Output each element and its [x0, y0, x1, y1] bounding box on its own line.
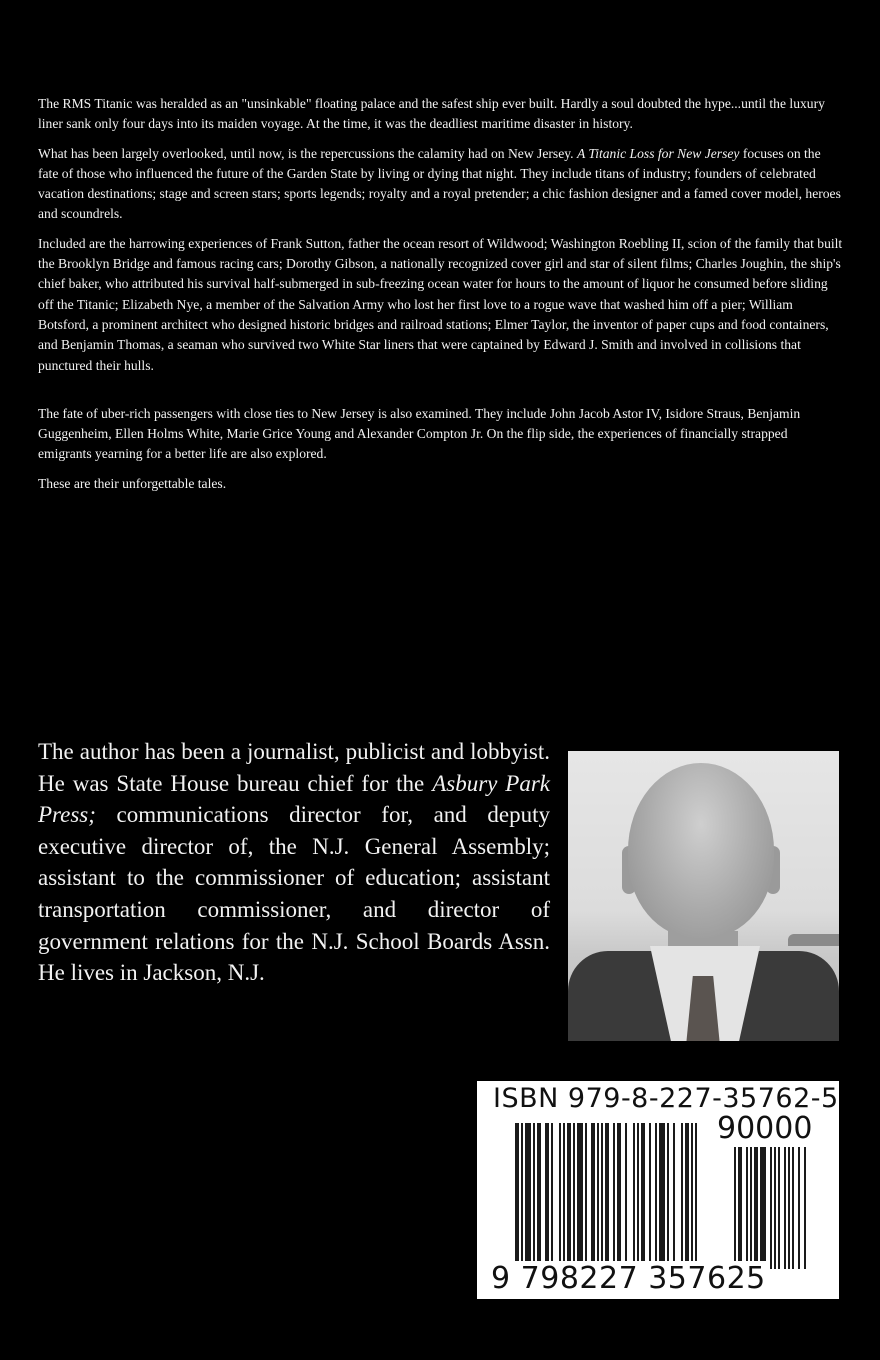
back-cover-blurb: [38, 94, 843, 503]
blurb-paragraph-3: Included are the harrowing experiences of Frank Sutton, father the ocean resort of Wildwood; Washington Roebling II, scion of the family that built the Brooklyn Bridge and famous racing cars; Dorothy Gibson, a nationally recognized cover girl and star of silent films; Charles Joughin, the ship's chief baker, who attributed his survival half-submerged in sub-freezing ocean water for hours to the amount of liquor he consumed before sliding off the Titanic; Elizabeth Nye, a member of the Salvation Army who lost her first love to a rogue wave that washed him off a pier; William Botsford, a prominent architect who designed historic bridges and railroad stations; Elmer Taylor, the inventor of paper cups and food containers, and Benjamin Thomas, a seaman who survived two White Star liners that were captained by Edward J. Smith and involved in collisions that punctured their hulls.: [38, 235, 843, 373]
author-bio: [38, 736, 550, 989]
addon-barcode-bars: [734, 1147, 830, 1269]
isbn-label: ISBN 979-8-227-35762-5: [493, 1083, 839, 1114]
price-code: 90000: [717, 1111, 813, 1146]
ean-left-group: 798227: [520, 1261, 639, 1296]
blurb-paragraph-1: The RMS Titanic was heralded as an "unsinkable" floating palace and the safest ship ever built. Hardly a soul doubted the hype...until the luxury liner sank only four days into its maiden voyage. At the time, it was the deadliest maritime disaster in history.: [38, 96, 825, 132]
blurb-paragraph-2: [38, 144, 843, 225]
isbn-barcode: [477, 1081, 839, 1299]
book-title-italic: A Titanic Loss for New Jersey: [576, 145, 740, 161]
ean-digits: [491, 1261, 766, 1296]
barcode-space: [806, 1147, 808, 1269]
author-bio-tail: communications director for, and deputy executive director of, the N.J. General Assembly; assistant to the commissioner of education; assistant transportation commissioner, and director of government relations for the N.J. School Boards Assn. He lives in Jackson, N.J.: [38, 802, 550, 986]
photo-shoreline: [788, 934, 839, 946]
blurb-paragraph-4: The fate of uber-rich passengers with close ties to New Jersey is also examined. They include John Jacob Astor IV, Isidore Straus, Benjamin Guggenheim, Ellen Holms White, Marie Grice Young and Alexander Compton Jr. On the flip side, the experiences of financially strapped emigrants yearning for a better life are also explored.: [38, 405, 801, 462]
ean-first-digit: 9: [491, 1261, 511, 1296]
photo-head: [628, 763, 774, 938]
ean-right-group: 357625: [648, 1261, 766, 1296]
blurb-paragraph-5: These are their unforgettable tales.: [38, 475, 227, 491]
blurb-paragraph-2-tail: focuses on the fate of those who influenced the future of the Garden State by living or dying that night. They include titans of industry; founders of celebrated vacation destinations; stage and screen stars; sports legends; royalty and a royal pretender; a chic fashion designer and a famed cover model, heroes and scoundrels.: [38, 145, 841, 222]
blurb-paragraph-2-lead: What has been largely overlooked, until now, is the repercussions the calamity had on New Jersey.: [38, 145, 577, 161]
newspaper-title-italic: Asbury Park Press;: [38, 770, 550, 828]
author-photo: [568, 751, 839, 1041]
author-bio-lead: The author has been a journalist, publicist and lobbyist. He was State House bureau chief for the: [38, 739, 550, 796]
